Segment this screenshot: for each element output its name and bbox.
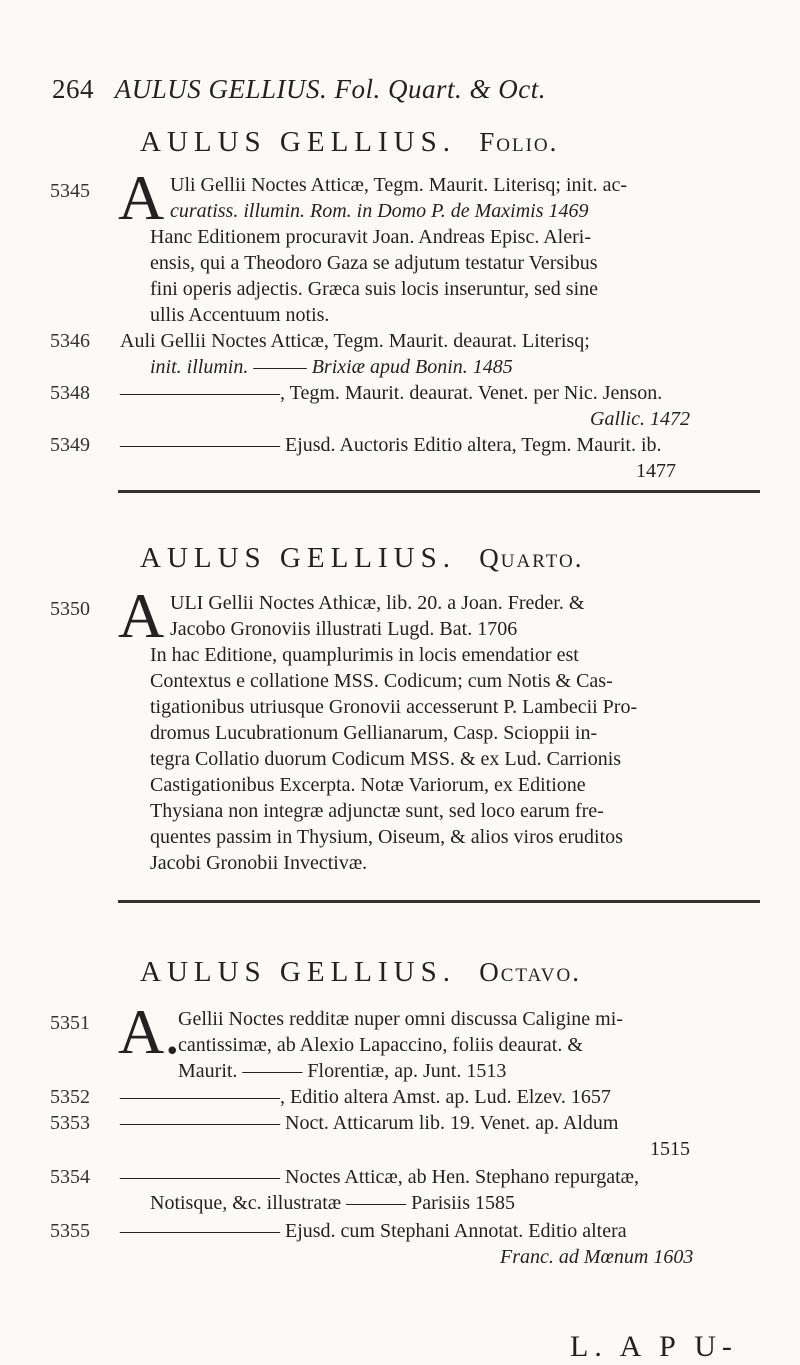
entry-line: Maurit. ——— Florentiæ, ap. Junt. 1513 bbox=[178, 1060, 507, 1082]
entry-number: 5355 bbox=[50, 1220, 90, 1242]
drop-cap: A bbox=[118, 162, 165, 233]
entry-line: tegra Collatio duorum Codicum MSS. & ex Lud. Carrionis bbox=[150, 748, 622, 770]
entry-line: ————————, Editio altera Amst. ap. Lud. Elzev. 1657 bbox=[120, 1086, 611, 1108]
entry-line: 1477 bbox=[636, 460, 676, 482]
entry-line: Jacobi Gronobii Invectivæ. bbox=[150, 852, 368, 874]
entry-line: ———————— Ejusd. cum Stephani Annotat. Editio altera bbox=[120, 1220, 627, 1242]
entry-line: Gellii Noctes redditæ nuper omni discussa Caligine mi- bbox=[178, 1008, 623, 1030]
entry-line: 1515 bbox=[650, 1138, 690, 1160]
section-heading-folio: AULUS GELLIUS. Folio. bbox=[140, 126, 559, 158]
entry-line: tigationibus utriusque Gronovii accesserunt P. Lambecii Pro- bbox=[150, 696, 638, 718]
entry-line: In hac Editione, quamplurimis in locis emendatior est bbox=[150, 644, 579, 666]
entry-number: 5345 bbox=[50, 180, 90, 202]
section-heading-octavo: AULUS GELLIUS. Octavo. bbox=[140, 956, 581, 988]
entry-line: cantissimæ, ab Alexio Lapaccino, foliis deaurat. & bbox=[178, 1034, 583, 1056]
entry-line: Franc. ad Mœnum 1603 bbox=[500, 1246, 694, 1268]
entry-line: Thysiana non integræ adjunctæ sunt, sed loco earum fre- bbox=[150, 800, 604, 822]
entry-number: 5348 bbox=[50, 382, 90, 404]
entry-number: 5351 bbox=[50, 1012, 90, 1034]
entry-line: ullis Accentuum notis. bbox=[150, 304, 330, 326]
entry-line: Hanc Editionem procuravit Joan. Andreas Episc. Aleri- bbox=[150, 226, 591, 248]
entry-line: Castigationibus Excerpta. Notæ Variorum, ex Editione bbox=[150, 774, 586, 796]
entry-line: Jacobo Gronoviis illustrati Lugd. Bat. 1706 bbox=[170, 618, 518, 640]
entry-number: 5352 bbox=[50, 1086, 90, 1108]
entry-line: ensis, qui a Theodoro Gaza se adjutum testatur Versibus bbox=[150, 252, 598, 274]
section-heading-quarto: AULUS GELLIUS. Quarto. bbox=[140, 542, 584, 574]
entry-line: Auli Gellii Noctes Atticæ, Tegm. Maurit. deaurat. Literisq; bbox=[120, 330, 590, 352]
entry-line: quentes passim in Thysium, Oiseum, & alios viros eruditos bbox=[150, 826, 623, 848]
entry-line: ————————, Tegm. Maurit. deaurat. Venet. per Nic. Jenson. bbox=[120, 382, 663, 404]
entry-line: fini operis adjectis. Græca suis locis inseruntur, sed sine bbox=[150, 278, 598, 300]
entry-line: init. illumin. ——— Brixiæ apud Bonin. 1485 bbox=[150, 356, 513, 378]
header-title: AULUS GELLIUS. Fol. Quart. & Oct. bbox=[114, 74, 547, 104]
entry-line: ———————— Ejusd. Auctoris Editio altera, Tegm. Maurit. ib. bbox=[120, 434, 662, 456]
entry-line: Gallic. 1472 bbox=[590, 408, 690, 430]
section-divider bbox=[118, 490, 760, 493]
page-number: 264 bbox=[52, 74, 94, 104]
entry-line: dromus Lucubrationum Gellianarum, Casp. Scioppii in- bbox=[150, 722, 598, 744]
entry-number: 5354 bbox=[50, 1166, 90, 1188]
entry-number: 5350 bbox=[50, 598, 90, 620]
entry-line: Notisque, &c. illustratæ ——— Parisiis 1585 bbox=[150, 1192, 515, 1214]
entry-number: 5349 bbox=[50, 434, 90, 456]
entry-number: 5353 bbox=[50, 1112, 90, 1134]
entry-line: Contextus e collatione MSS. Codicum; cum Notis & Cas- bbox=[150, 670, 613, 692]
entry-line: ULI Gellii Noctes Athicæ, lib. 20. a Joan. Freder. & bbox=[170, 592, 585, 614]
drop-cap: A bbox=[118, 580, 165, 651]
entry-line: curatiss. illumin. Rom. in Domo P. de Maximis 1469 bbox=[170, 200, 589, 222]
running-header bbox=[52, 74, 760, 105]
section-divider bbox=[118, 900, 760, 903]
entry-line: ———————— Noctes Atticæ, ab Hen. Stephano repurgatæ, bbox=[120, 1166, 640, 1188]
catchword: L. A P U- bbox=[570, 1330, 738, 1363]
entry-line: Uli Gellii Noctes Atticæ, Tegm. Maurit. Literisq; init. ac- bbox=[170, 174, 628, 196]
drop-cap: A. bbox=[118, 996, 181, 1067]
entry-number: 5346 bbox=[50, 330, 90, 352]
entry-line: ———————— Noct. Atticarum lib. 19. Venet. ap. Aldum bbox=[120, 1112, 619, 1134]
